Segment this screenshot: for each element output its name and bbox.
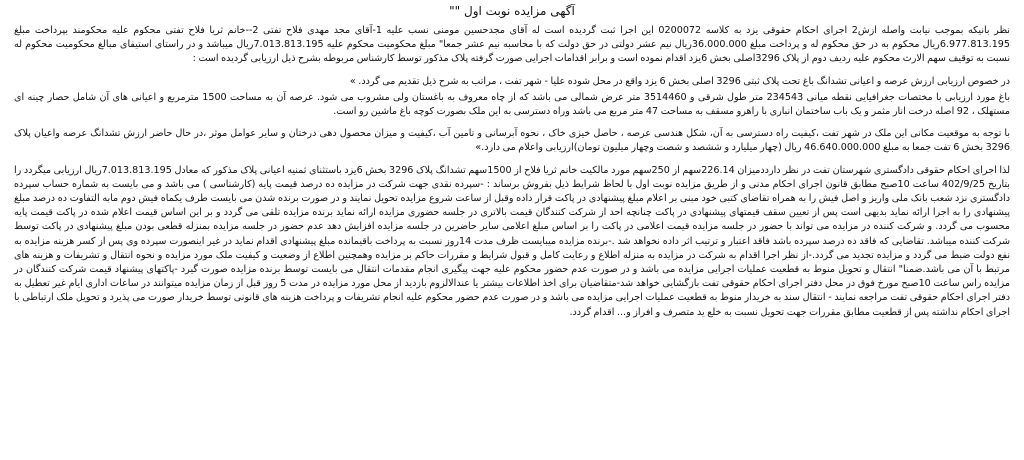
notice-paragraph-valuation: با توجه به موقعیت مکانی این ملک در شهر تفت ،کیفیت راه دسترسی به آن، شکل هندسی عرصه ، حاصل خیزی خاک ، نحوه آبرسانی و تامین آب ،کیفیت و میزان محصول دهی درختان و سایر عوامل موثر ،در حال حاضر ارزش تشدانگ عرصه واعیان پلاک 3296 بخش 6 تفت جمعا به مبلغ 46.640.000.000 ریال (چهار میلیارد و ششصد و شصت وچهار میلیون تومان)ارزیابی واعلام می دارد.» [14, 128, 1010, 154]
notice-paragraph-property-description: باغ مورد ارزیابی با مختصات جغرافیایی نقطه میانی 234543 متر طول شرقی و 3514460 متر عرض شمالی می باشد که از چاه معروف به باغستان ولی مشروب می شود. عرصه آن به مساحت 1500 مترمربع و اعیانی های آن شامل حصار چینه ای مستهلک ، 92 اصله درخت انار مثمر و یک باب ساختمان انباری با راهرو مسقف به مساحت 47 متر مربع می باشد وراه دسترسی به این ملک بصورت کوچه باغ ماشین رو است. [14, 91, 1011, 118]
notice-paragraph-appraisal-subject: در خصوص ارزیابی ارزش عرصه و اعیانی تشدانگ باغ تحت پلاک ثبتی 3296 اصلی بخش 6 یزد واقع در محل شوده علیا - شهر تفت ، مراتب به شرح ذیل تقدیم می گردد. » [349, 75, 1010, 87]
notice-paragraph-intro: نظر بانیکه بموجب نیابت واصله ازش2 اجرای احکام حقوقی یزد به کلاسه 0200072 این اجرا ثبت گردیده است له آقای مجدحسین مومنی نسب علیه 1-آقای مجد مهدی فلاح تفتی 2--خانم ثریا فلاح تفتی محکوم علیه محکومند بپرداخت مبلغ 6.977.813.195ریال محکوم به در حق محکوم له و پرداخت مبلغ 36.000.000ریال نیم عشر دولتی در حق دولت که با محاسبه نیم عشر جمعا" مبلغ محکومیت محکوم علیه 7.013.813.195ریال میباشد و در راستای استیفای مبالغ محکومیت محکوم له نسبت به توقیف سهم الارث محکوم علیه ردیف دوم از پلاک 3296اصلی بخش 6یزد اقدام نموده است و برابر اقدامات اجرایی صورت گرفته پلاک مذکور توسط کارشناس مربوطه بشرح ذیل ارزیابی گردیده است : [14, 25, 1010, 65]
notice-paragraph-auction-terms: لذا اجرای احکام حقوقی دادگستری شهرستان تفت در نظر دارددمیزان 226.14سهم از 250سهم مورد مالکیت خانم ثریا فلاح از 1500سهم تشدانگ پلاک 3296 بخش 6یزد باستثنای ثمنیه اعیانی پلاک مذکور که معادل 7.013.813.195ریال ارزیابی میگردد را بتاریخ 402/9/25 ساعت 10صبح مطابق قانون اجرای احکام مدنی و از طریق مزایده نوبت اول با لحاظ شرایط ذیل بفروش برساند : -سپرده نقدی جهت شرکت در مزایده ده درصد قیمت پایه (کارشناسی ) می باشد و می بایست به شماره حساب سپرده دادگستری نزد شعب بانک ملی واریز و اصل فیش را به همراه تقاضای کتبی خود مبنی بر اعلام مبلغ پیشنهادی در پاکت قرار داده وقبل از ساعت شروع مزایده تحویل نمایند و در صورت برنده شدن می بایست طرف یکماه فیش دوم مابه التفاوت ده درصد مبلغ پیشنهادی را به اجرا ارائه نماید بدیهی است پس از تعیین سقف قیمتهای پیشنهادی در پاکت چنانچه احد از شرکت کنندگان قیمت بالاتری در جلسه حضوری مزایده ارائه نماید برنده مزایده تلقی می گردد و بر این اساس قیمت اعلام شده در پاکت قیمت پایه محسوب می گردد. و شرکت کننده در مزایده می تواند با حضور در جلسه مزایده قیمت اعلامی در پاکت را بر اساس مبلغ اعلامی سایر حاضرین در جلسه مزایده افزایش دهد عدم حضور در جلسه مزایده بمنزله قطعی بودن مبلغ پیشنهادی در پاکت توسط شرکت کننده میباشد. تقاضایی که فاقد ده درصد سپرده باشد فاقد اعتبار و ترتیب اثر داده نخواهد شد .-برنده مزایده میبایست ظرف مدت 14روز نسبت به پرداخت باقیمانده مبلغ پیشنهادی اقدام نماید در غیر اینصورت سپرده وی پس از کسر هزینه مزایده به نفع دولت ضبط می گردد و مزایده تجدید می گردد.-از نظر اجرا اقدام به شرکت در مزایده به منزله اطلاع و رعایت کامل و قبول شرایط و مقررات حاکم بر مزایده وهمچنین اطلاع از وضعیت و کیفیت ملک مورد مزایده و نحوه انتقال و تشریفات و هزینه های مرتبط با آن می باشد.ضمنا" انتقال و تحویل منوط به قطعیت عملیات اجرایی مزایده می باشد و در صورت عدم حضور محکوم علیه جهت پیگیری انجام مقدمات انتقال می بایست توسط برنده مزایده صورت گیرد -پاکتهای پیشنهاد قیمت شرکت کنندگان در مزایده راس ساعت 10صبح مورخ فوق در محل دفتر اجرای احکام حقوقی تفت بازگشایی خواهد شد-متقاضیان برای اخذ اطلاعات بیشتر یا عندالالزوم بازدید از محل مورد مزایده در مدت 5 روز قبل از زمان مزایده میتوانند در ساعات اداری ایام غیر تعطیل به دفتر اجرای احکام حقوقی تفت مراجعه نمایند - انتقال سند به خریدار منوط به قطعیت عملیات اجرایی مزایده می باشد و در صورت عدم حضور محکوم علیه انجام تشریفات و پرداخت هزینه های قانونی توسط خریدار صورت می پذیرد و تحویل ملک ارتباطی با اجرای احکام نداشته پس از قطعیت مطابق مقررات جهت تحویل نسبت به خلع ید متصرف و افراز و... اقدام گردد. [14, 164, 1011, 318]
notice-title: آگهی مزایده نوبت اول "" [449, 4, 575, 18]
